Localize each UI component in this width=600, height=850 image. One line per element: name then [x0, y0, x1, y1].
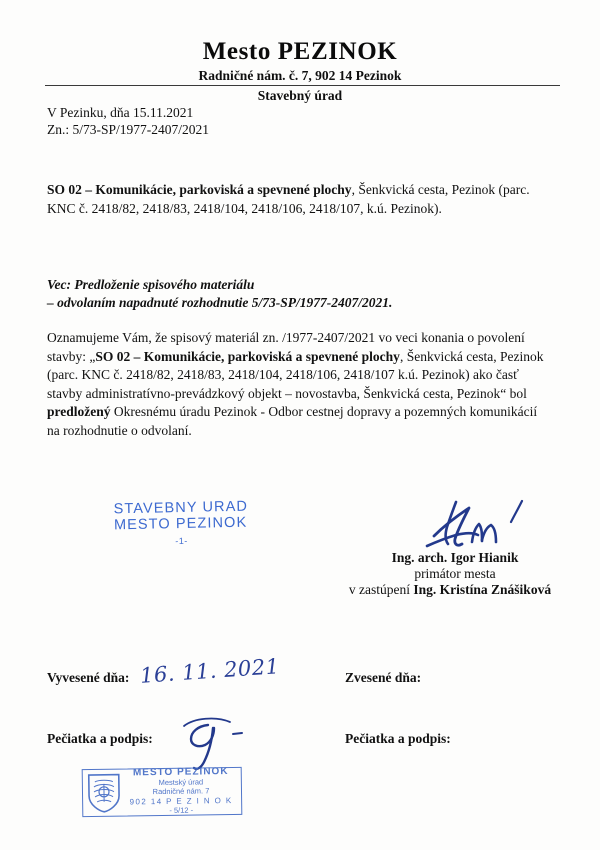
body-paragraph — [47, 329, 552, 440]
signatory-name: Ing. arch. Igor Hianik — [391, 550, 519, 565]
stamp-signature-label-right: Pečiatka a podpis: — [345, 731, 451, 746]
office-stamp-line-1: MESTO PEZINOK — [132, 766, 229, 779]
office-stamp-line-2: Mestský úrad — [158, 777, 204, 787]
stamp-line-authority: STAVEBNY URAD — [113, 498, 249, 518]
signatory-role: primátor mesta — [414, 566, 496, 581]
body-bold-submitted: predložený — [47, 404, 111, 419]
page-title: Mesto PEZINOK — [202, 38, 398, 65]
deputy-line — [315, 582, 585, 598]
coat-of-arms-icon — [85, 772, 124, 815]
header-divider — [45, 85, 560, 86]
subject-block — [47, 276, 552, 312]
reference-number: Zn.: 5/73-SP/1977-2407/2021 — [47, 122, 210, 137]
municipal-office-stamp — [82, 767, 243, 817]
stamp-line-page: -1- — [175, 535, 188, 547]
deputy-name: Ing. Kristína Znášiková — [413, 582, 552, 597]
removed-date-label: Zvesené dňa: — [345, 670, 422, 685]
stamp-signature-label-left: Pečiatka a podpis: — [47, 731, 153, 746]
header-department: Stavebný úrad — [257, 88, 343, 103]
deputy-prefix: v zastúpení — [348, 582, 414, 597]
place-and-date: V Pezinku, dňa 15.11.2021 — [47, 105, 194, 120]
office-stamp-line-5: - 5/12 - — [169, 805, 194, 816]
body-bold-object: SO 02 – Komunikácie, parkoviská a spevnené plochy — [95, 348, 400, 364]
office-stamp-text — [123, 767, 242, 816]
body-text-2: , Šenkvická cesta, Pezinok (parc. KNC č. 2418/82, 2418/83, 2418/104, 2418/106, 2418/107 k.ú. Pezinok) ako časť stavby administratívno-prevádzkový objekt – novostavba, Šenkvická cesta, Pezinok“ bol — [47, 348, 544, 401]
body-text-3: Okresnému úradu Pezinok - Odbor cestnej dopravy a pozemných komunikácií na rozhodnutie o odvolaní. — [47, 404, 538, 438]
office-stamp-line-3: Radničné nám. 7 — [152, 786, 210, 797]
office-stamp-line-4: 902 14 P E Z I N O K — [129, 795, 233, 807]
construction-object-line — [47, 180, 552, 218]
stamp-line-city: MESTO PEZINOK — [113, 514, 248, 534]
mayor-signature-ink — [412, 496, 542, 554]
document-meta — [47, 104, 209, 138]
object-details: , Šenkvická cesta, Pezinok (parc. KNC č. 2418/82, 2418/83, 2418/104, 2418/106, 2418/107, k.ú. Pezinok). — [47, 182, 530, 216]
posted-date-value: 16. 11. 2021 — [139, 654, 281, 688]
object-name: SO 02 – Komunikácie, parkoviská a spevnené plochy — [47, 182, 352, 197]
body-text-1: Oznamujeme Vám, že spisový materiál zn. /1977-2407/2021 vo veci konania o povolení stavby: „ — [47, 330, 525, 364]
subject-line-2: – odvolaním napadnuté rozhodnutie 5/73-SP/1977-2407/2021. — [47, 295, 393, 310]
header-address: Radničné nám. č. 7, 902 14 Pezinok — [198, 68, 402, 83]
subject-line-1: Vec: Predloženie spisového materiálu — [47, 277, 255, 292]
posted-date-label: Vyvesené dňa: — [47, 670, 130, 685]
clerk-signature-ink — [178, 716, 268, 772]
building-authority-stamp — [114, 499, 249, 551]
